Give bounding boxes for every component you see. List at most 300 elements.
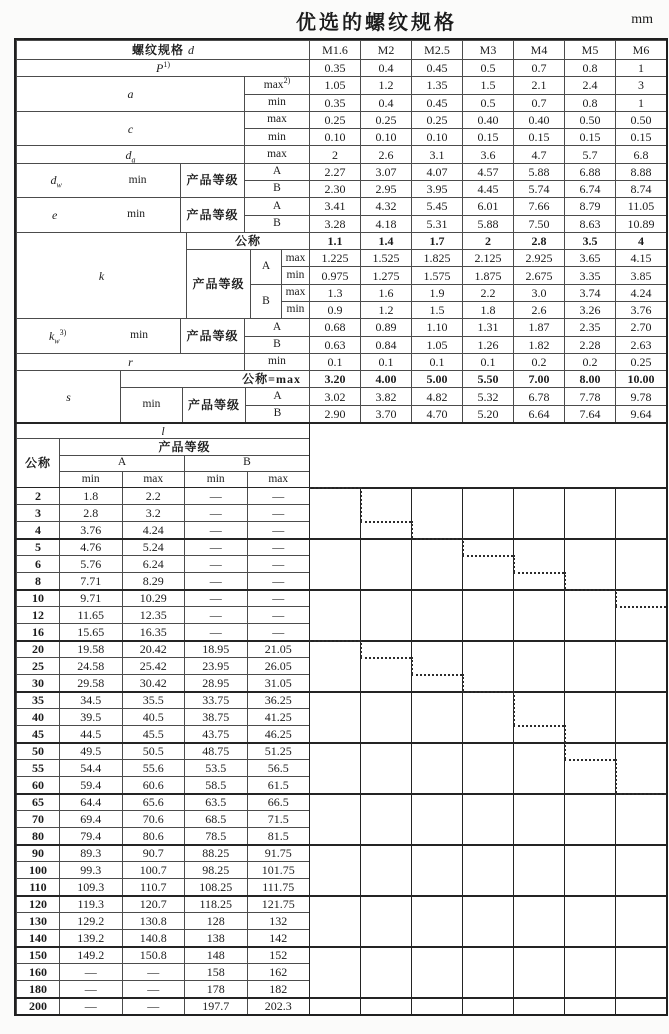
dash-cell: — <box>247 589 310 606</box>
value-cell: 0.10 <box>360 128 411 145</box>
length-value: 152 <box>247 946 310 963</box>
value-cell: 1.2 <box>360 76 411 93</box>
dash-cell: — <box>59 980 122 997</box>
qualifier-cell <box>244 111 309 128</box>
param-symbol: $k_w^{3)}$ <box>48 328 67 346</box>
qualifier-cell <box>120 387 182 422</box>
value-cell: 4.15 <box>615 249 666 266</box>
value-cell: 0.35 <box>309 59 360 76</box>
length-value: 54.4 <box>59 759 122 776</box>
length-value: 16.35 <box>122 623 185 640</box>
value-cell: 1.5 <box>411 301 462 318</box>
length-nominal: 60 <box>16 776 59 793</box>
value-cell: 3.41 <box>309 197 360 214</box>
grade-label: 产品等级 <box>59 438 309 454</box>
step-top <box>462 555 513 557</box>
value-cell: 5.00 <box>411 370 462 387</box>
length-value: 81.5 <box>247 827 310 844</box>
length-value: 142 <box>247 929 310 946</box>
length-value: 132 <box>247 912 310 929</box>
grade-label: 产品等级 <box>182 387 245 422</box>
param-label <box>16 111 244 146</box>
length-value: 58.5 <box>184 776 247 793</box>
qualifier-label: max <box>143 472 164 485</box>
value-cell: 2.70 <box>615 318 666 335</box>
value-cell: 3.74 <box>564 284 615 301</box>
length-value: 44.5 <box>59 725 122 742</box>
length-value: 2.8 <box>59 504 122 521</box>
value-cell: 9.64 <box>615 405 666 422</box>
grid-line <box>16 742 666 744</box>
length-nominal: 40 <box>16 708 59 725</box>
size-header: M1.6 <box>309 40 360 59</box>
length-value: 88.25 <box>184 844 247 861</box>
value-cell: 0.7 <box>513 94 564 111</box>
value-cell: 1.575 <box>411 266 462 283</box>
length-nominal: 130 <box>16 912 59 929</box>
value-cell: 2.4 <box>564 76 615 93</box>
qualifier-label: min <box>130 329 149 342</box>
param-symbol: 螺纹规格 d <box>131 43 194 57</box>
length-value: 40.5 <box>122 708 185 725</box>
step-connector <box>360 487 362 521</box>
length-nominal: 150 <box>16 946 59 963</box>
length-value: 26.05 <box>247 657 310 674</box>
dash-cell: — <box>184 487 247 504</box>
size-header: M5 <box>564 40 615 59</box>
length-value: 20.42 <box>122 640 185 657</box>
value-cell: 8.63 <box>564 215 615 232</box>
value-cell: 7.64 <box>564 405 615 422</box>
length-value: 78.5 <box>184 827 247 844</box>
length-value: 12.35 <box>122 606 185 623</box>
grid-line <box>16 946 666 948</box>
value-cell: 1.5 <box>462 76 513 93</box>
length-nominal: 160 <box>16 963 59 980</box>
param-symbol: l <box>161 423 165 438</box>
spec-table <box>14 38 668 1016</box>
length-value: 79.4 <box>59 827 122 844</box>
step-connector <box>615 589 617 606</box>
param-symbol: c <box>127 121 134 136</box>
param-label <box>16 353 244 370</box>
step-top <box>411 538 462 540</box>
value-cell: 2.90 <box>309 405 360 422</box>
value-cell: 0.4 <box>360 94 411 111</box>
length-value: 128 <box>184 912 247 929</box>
grid-line <box>16 487 309 488</box>
size-header: M2 <box>360 40 411 59</box>
value-cell: 0.50 <box>615 111 666 128</box>
grade-label: 产品等级 <box>180 163 244 198</box>
length-value: 23.95 <box>184 657 247 674</box>
grade-letter: A <box>244 163 309 180</box>
qualifier-cell <box>244 94 309 111</box>
qualifier-label: min <box>81 472 100 485</box>
value-cell: 2.125 <box>462 249 513 266</box>
value-cell: 4.18 <box>360 215 411 232</box>
minmax-header <box>247 471 310 487</box>
grid-line <box>16 895 666 897</box>
step-connector <box>462 538 464 555</box>
value-cell: 7.78 <box>564 387 615 404</box>
value-cell: 5.20 <box>462 405 513 422</box>
length-nominal: 140 <box>16 929 59 946</box>
dash-cell: — <box>184 589 247 606</box>
value-cell: 3.6 <box>462 145 513 162</box>
qualifier-label: max <box>267 147 287 160</box>
length-value: 98.25 <box>184 861 247 878</box>
length-value: 59.4 <box>59 776 122 793</box>
value-cell: 0.8 <box>564 94 615 111</box>
value-cell: 0.25 <box>411 111 462 128</box>
value-cell: 5.50 <box>462 370 513 387</box>
value-cell: 1.1 <box>309 232 360 249</box>
value-cell: 4.45 <box>462 180 513 197</box>
value-cell: 0.975 <box>309 266 360 283</box>
value-cell: 2.35 <box>564 318 615 335</box>
size-header: M6 <box>615 40 666 59</box>
length-value: 99.3 <box>59 861 122 878</box>
length-nominal: 100 <box>16 861 59 878</box>
length-value: 5.76 <box>59 555 122 572</box>
value-cell: 5.31 <box>411 215 462 232</box>
value-cell: 2.63 <box>615 336 666 353</box>
value-cell: 2.95 <box>360 180 411 197</box>
value-cell: 4.70 <box>411 405 462 422</box>
grade-b-header: B <box>184 455 309 471</box>
grid-line <box>615 487 616 1014</box>
length-value: 4.76 <box>59 538 122 555</box>
qualifier-label: $\max^{2)}$ <box>263 75 291 91</box>
length-value: 41.25 <box>247 708 310 725</box>
value-cell: 2.925 <box>513 249 564 266</box>
length-value: 5.24 <box>122 538 185 555</box>
value-cell: 6.88 <box>564 163 615 180</box>
value-cell: 5.88 <box>513 163 564 180</box>
length-value: 108.25 <box>184 878 247 895</box>
dash-cell: — <box>247 606 310 623</box>
value-cell: 3.35 <box>564 266 615 283</box>
length-value: 149.2 <box>59 946 122 963</box>
qualifier-label: min <box>127 208 146 221</box>
length-value: 70.6 <box>122 810 185 827</box>
value-cell: 1.4 <box>360 232 411 249</box>
length-value: 43.75 <box>184 725 247 742</box>
length-value: 140.8 <box>122 929 185 946</box>
value-cell: 2.8 <box>513 232 564 249</box>
value-cell: 0.40 <box>462 111 513 128</box>
step-bottom <box>360 657 411 659</box>
length-value: 29.58 <box>59 674 122 691</box>
length-nominal: 80 <box>16 827 59 844</box>
qualifier-label: min <box>268 95 286 108</box>
value-cell: 1 <box>615 59 666 76</box>
value-cell: 4.32 <box>360 197 411 214</box>
value-cell: 4.7 <box>513 145 564 162</box>
length-value: 2.2 <box>122 487 185 504</box>
dash-cell: — <box>184 572 247 589</box>
length-value: 101.75 <box>247 861 310 878</box>
value-cell: 0.25 <box>360 111 411 128</box>
value-cell: 1.7 <box>411 232 462 249</box>
dash-cell: — <box>59 997 122 1014</box>
step-bottom <box>615 793 666 795</box>
value-cell: 1 <box>615 94 666 111</box>
step-top <box>615 606 666 608</box>
qualifier-label: min <box>206 472 225 485</box>
dash-cell: — <box>184 555 247 572</box>
value-cell: 6.64 <box>513 405 564 422</box>
length-value: 3.2 <box>122 504 185 521</box>
qualifier-cell <box>244 145 309 162</box>
value-cell: 3 <box>615 76 666 93</box>
length-value: 7.71 <box>59 572 122 589</box>
value-cell: 4.00 <box>360 370 411 387</box>
grade-letter: B <box>244 336 309 353</box>
qualifier-cell <box>281 301 309 318</box>
dash-cell: — <box>247 538 310 555</box>
value-cell: 0.2 <box>513 353 564 370</box>
length-nominal: 70 <box>16 810 59 827</box>
value-cell: 0.10 <box>309 128 360 145</box>
value-cell: 0.89 <box>360 318 411 335</box>
length-value: 30.42 <box>122 674 185 691</box>
value-cell: 1.31 <box>462 318 513 335</box>
grade-label: 产品等级 <box>180 197 244 232</box>
length-value: 109.3 <box>59 878 122 895</box>
grade-letter: B <box>244 180 309 197</box>
value-cell: 2.27 <box>309 163 360 180</box>
minmax-header <box>184 471 247 487</box>
length-value: 61.5 <box>247 776 310 793</box>
length-value: 24.58 <box>59 657 122 674</box>
value-cell: 3.02 <box>309 387 360 404</box>
length-value: 69.4 <box>59 810 122 827</box>
length-nominal: 120 <box>16 895 59 912</box>
dash-cell: — <box>59 963 122 980</box>
value-cell: 1.82 <box>513 336 564 353</box>
param-label <box>16 318 180 353</box>
step-bottom <box>564 759 615 761</box>
qualifier-label: min <box>128 173 147 186</box>
qualifier-label: max <box>267 113 287 126</box>
length-value: 110.7 <box>122 878 185 895</box>
grade-letter: A <box>250 249 281 284</box>
value-cell: 0.4 <box>360 59 411 76</box>
length-value: 33.75 <box>184 691 247 708</box>
length-value: 182 <box>247 980 310 997</box>
grid-line <box>462 487 463 1014</box>
length-value: 60.6 <box>122 776 185 793</box>
value-cell: 1.6 <box>360 284 411 301</box>
value-cell: 2.1 <box>513 76 564 93</box>
value-cell: 0.25 <box>309 111 360 128</box>
dash-cell: — <box>122 963 185 980</box>
step-connector <box>564 725 566 759</box>
length-value: 46.25 <box>247 725 310 742</box>
length-nominal: 20 <box>16 640 59 657</box>
grade-label: 产品等级 <box>186 249 250 318</box>
dash-cell: — <box>247 623 310 640</box>
length-nominal: 12 <box>16 606 59 623</box>
value-cell: 3.0 <box>513 284 564 301</box>
length-value: 111.75 <box>247 878 310 895</box>
dash-cell: — <box>247 504 310 521</box>
value-cell: 3.5 <box>564 232 615 249</box>
length-nominal: 5 <box>16 538 59 555</box>
length-value: 91.75 <box>247 844 310 861</box>
length-value: 53.5 <box>184 759 247 776</box>
value-cell: 1.3 <box>309 284 360 301</box>
dash-cell: — <box>184 504 247 521</box>
value-cell: 1.225 <box>309 249 360 266</box>
value-cell: 0.84 <box>360 336 411 353</box>
qualifier-label: min <box>268 355 286 368</box>
length-value: 21.05 <box>247 640 310 657</box>
length-value: 89.3 <box>59 844 122 861</box>
grade-letter: A <box>244 197 309 214</box>
param-symbol: a <box>127 87 134 102</box>
value-cell: 1.275 <box>360 266 411 283</box>
length-value: 119.3 <box>59 895 122 912</box>
step-connector <box>462 674 464 691</box>
length-value: 64.4 <box>59 793 122 810</box>
minmax-header <box>122 471 185 487</box>
value-cell: 1.525 <box>360 249 411 266</box>
length-value: 118.25 <box>184 895 247 912</box>
length-value: 15.65 <box>59 623 122 640</box>
step-connector <box>564 572 566 589</box>
value-cell: 5.45 <box>411 197 462 214</box>
qualifier-cell <box>281 266 309 283</box>
value-cell: 2 <box>462 232 513 249</box>
value-cell: 0.45 <box>411 94 462 111</box>
param-label <box>16 232 186 318</box>
value-cell: 7.66 <box>513 197 564 214</box>
value-cell: 0.15 <box>615 128 666 145</box>
value-cell: 4.07 <box>411 163 462 180</box>
qualifier-label: min <box>286 268 305 281</box>
grid-line <box>16 997 666 999</box>
param-symbol: s <box>66 389 71 404</box>
step-connector <box>411 521 413 538</box>
value-cell: 7.00 <box>513 370 564 387</box>
length-value: 39.5 <box>59 708 122 725</box>
param-label <box>16 370 120 422</box>
value-cell: 0.15 <box>513 128 564 145</box>
length-value: 4.24 <box>122 521 185 538</box>
length-value: 130.8 <box>122 912 185 929</box>
value-cell: 3.95 <box>411 180 462 197</box>
length-value: 51.25 <box>247 742 310 759</box>
grid-line <box>309 487 666 489</box>
value-cell: 0.15 <box>462 128 513 145</box>
value-cell: 5.7 <box>564 145 615 162</box>
length-value: 66.5 <box>247 793 310 810</box>
param-label <box>16 76 244 111</box>
step-connector <box>513 555 515 572</box>
value-cell: 2.675 <box>513 266 564 283</box>
length-value: 55.6 <box>122 759 185 776</box>
unit-label: mm <box>631 12 653 27</box>
dash-cell: — <box>122 980 185 997</box>
value-cell: 6.74 <box>564 180 615 197</box>
value-cell: 1.35 <box>411 76 462 93</box>
grid-line <box>16 691 666 693</box>
value-cell: 1.10 <box>411 318 462 335</box>
qualifier-label: max <box>285 251 306 264</box>
value-cell: 2 <box>309 145 360 162</box>
length-value: 48.75 <box>184 742 247 759</box>
value-cell: 0.50 <box>564 111 615 128</box>
value-cell: 3.28 <box>309 215 360 232</box>
value-cell: 7.50 <box>513 215 564 232</box>
length-value: 100.7 <box>122 861 185 878</box>
param-label <box>16 59 309 76</box>
value-cell: 3.20 <box>309 370 360 387</box>
value-cell: 11.05 <box>615 197 666 214</box>
length-nominal: 200 <box>16 997 59 1014</box>
dash-cell: — <box>184 623 247 640</box>
length-nominal: 65 <box>16 793 59 810</box>
step-top <box>309 487 360 489</box>
length-nominal: 55 <box>16 759 59 776</box>
length-value: 45.5 <box>122 725 185 742</box>
step-bottom <box>462 691 513 693</box>
step-top <box>360 521 411 523</box>
param-symbol: $P^{1)}$ <box>155 60 170 76</box>
param-symbol: r <box>128 354 133 369</box>
length-nominal: 2 <box>16 487 59 504</box>
step-bottom <box>513 725 564 727</box>
length-value: 36.25 <box>247 691 310 708</box>
title-bar <box>0 6 669 32</box>
minmax-header <box>59 471 122 487</box>
dash-cell: — <box>184 538 247 555</box>
step-top <box>513 572 564 574</box>
length-value: 11.65 <box>59 606 122 623</box>
grid-line <box>16 793 666 795</box>
grade-letter: B <box>244 215 309 232</box>
value-cell: 0.10 <box>411 128 462 145</box>
value-cell: 0.15 <box>564 128 615 145</box>
value-cell: 0.5 <box>462 94 513 111</box>
value-cell: 3.1 <box>411 145 462 162</box>
size-header: M3 <box>462 40 513 59</box>
param-symbol: k <box>98 268 105 283</box>
value-cell: 2.2 <box>462 284 513 301</box>
value-cell: 3.07 <box>360 163 411 180</box>
value-cell: 2.6 <box>360 145 411 162</box>
length-value: 18.95 <box>184 640 247 657</box>
length-value: 28.95 <box>184 674 247 691</box>
grade-letter: A <box>245 387 309 404</box>
grid-line <box>360 487 361 1014</box>
value-cell: 0.2 <box>564 353 615 370</box>
length-nominal: 45 <box>16 725 59 742</box>
value-cell: 0.1 <box>462 353 513 370</box>
value-cell: 1.2 <box>360 301 411 318</box>
length-nominal: 3 <box>16 504 59 521</box>
length-value: 49.5 <box>59 742 122 759</box>
value-cell: 5.74 <box>513 180 564 197</box>
length-nominal: 4 <box>16 521 59 538</box>
qualifier-label: max <box>268 472 289 485</box>
step-connector <box>615 759 617 793</box>
dash-cell: — <box>184 521 247 538</box>
qualifier-cell <box>244 128 309 145</box>
